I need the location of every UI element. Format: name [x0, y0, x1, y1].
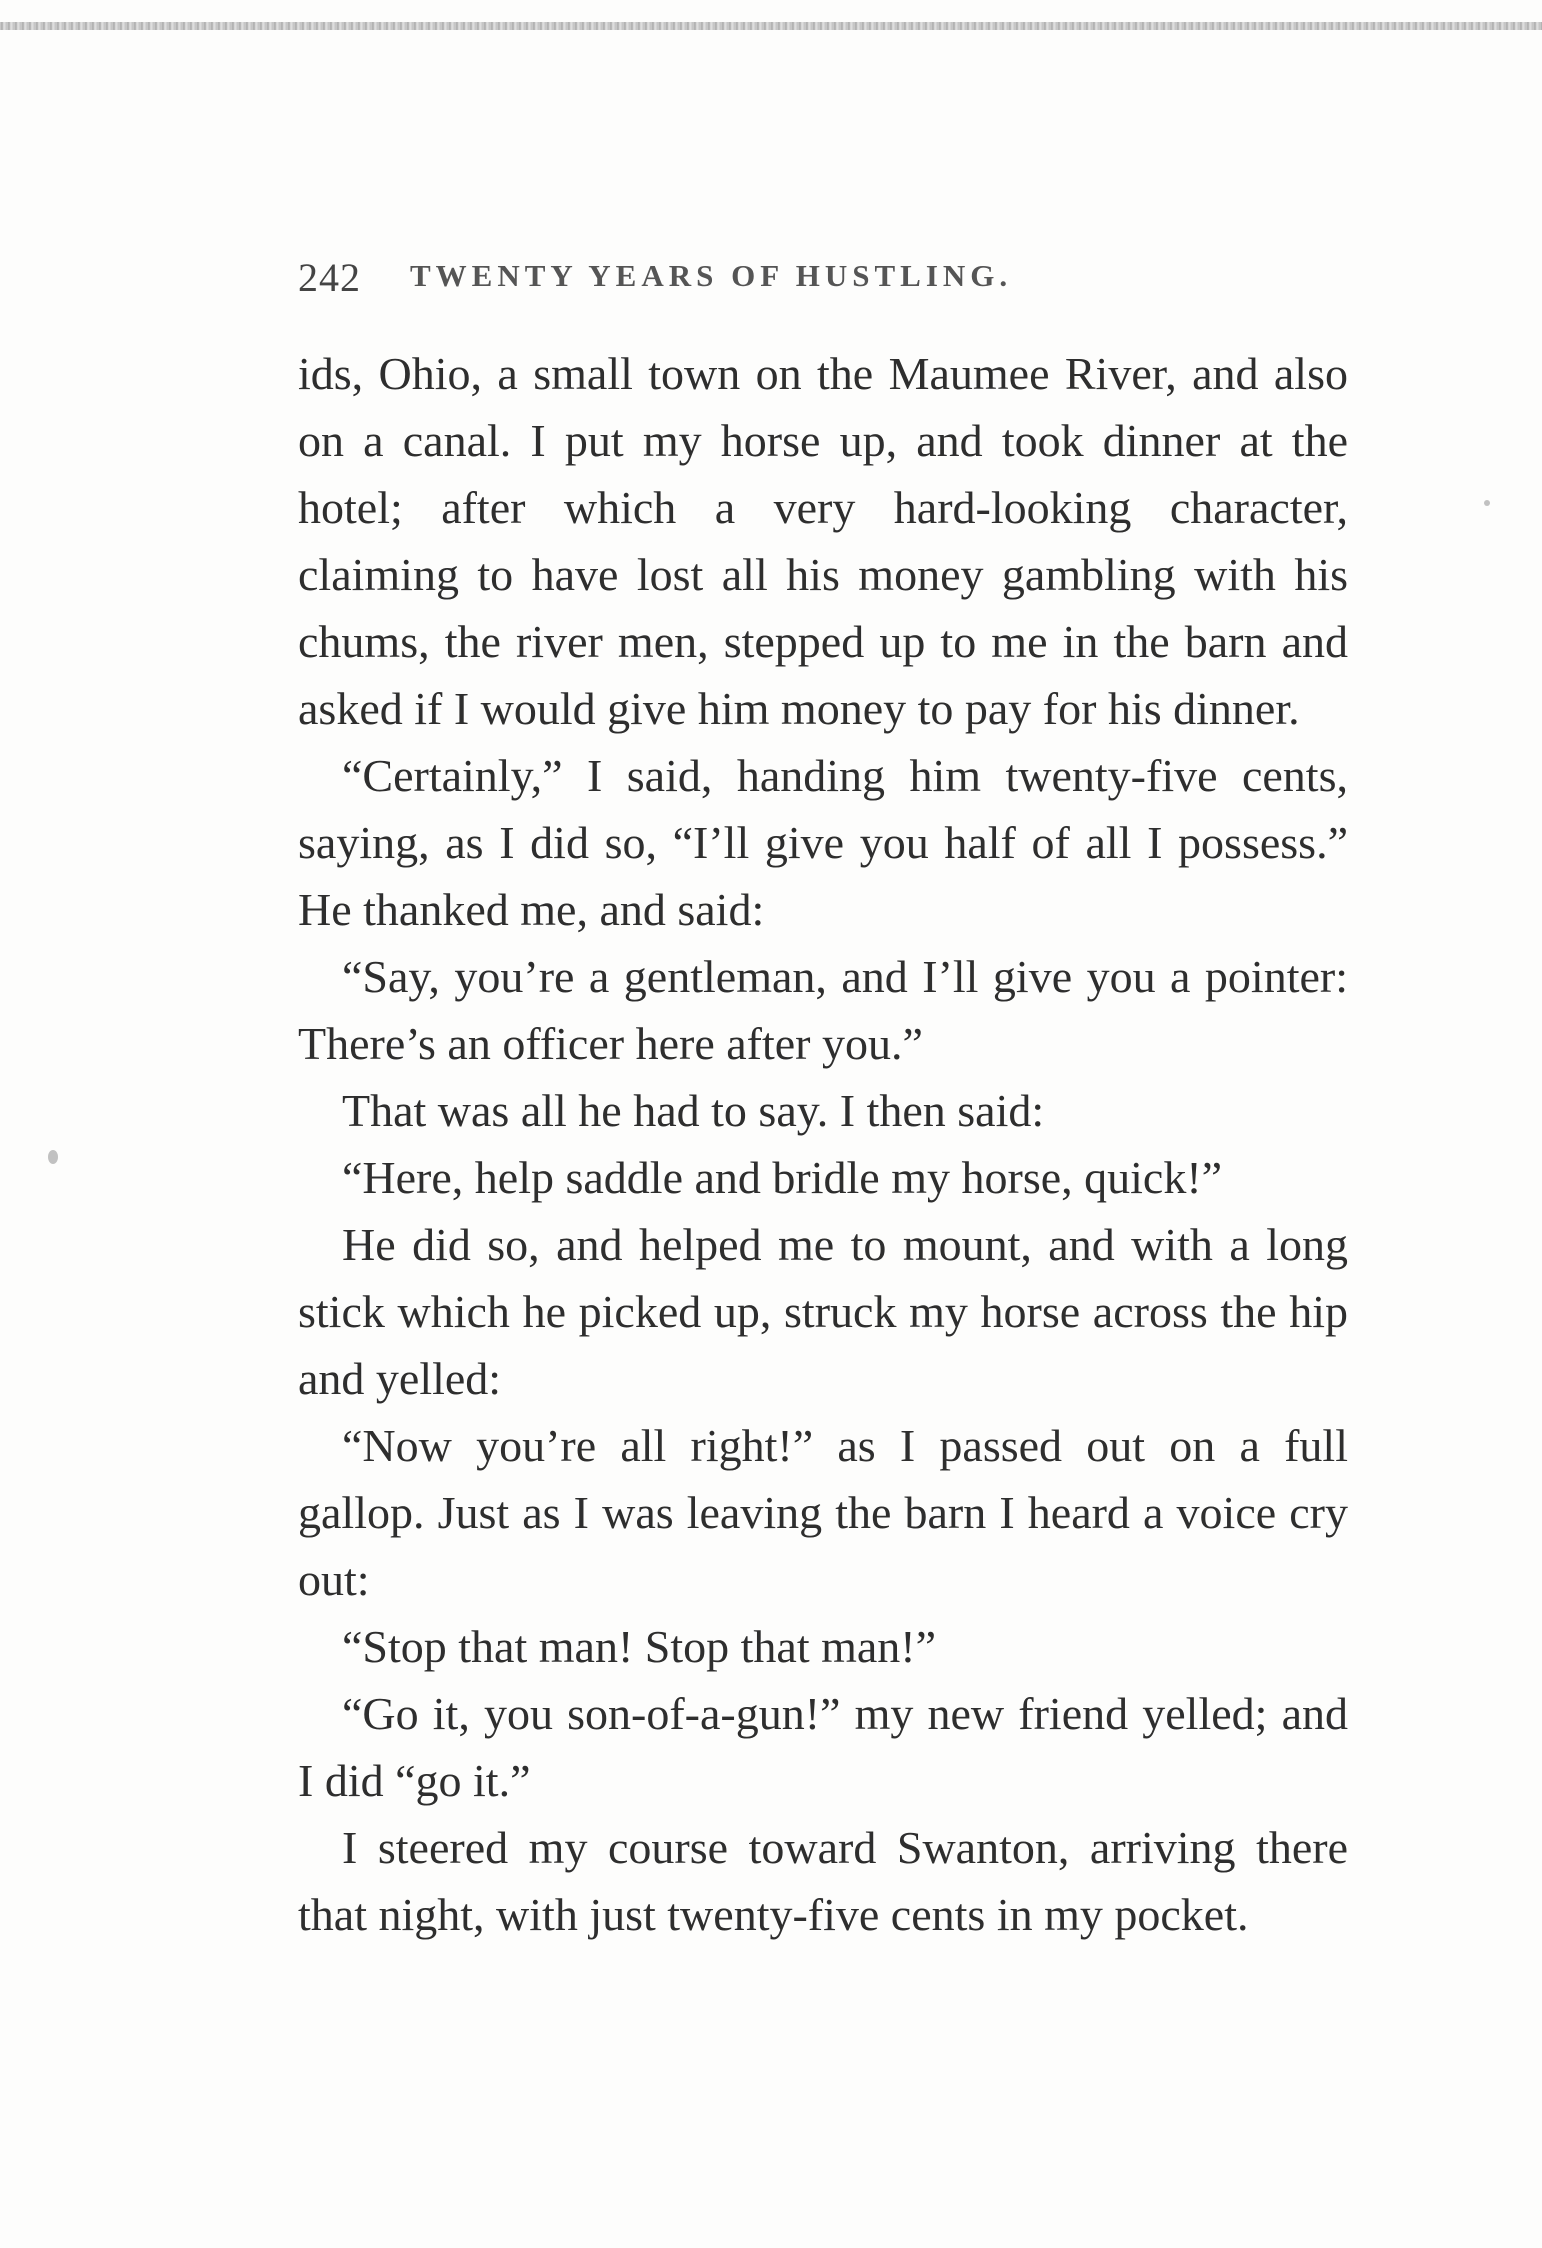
scan-speck — [1484, 500, 1490, 506]
page-body — [298, 340, 1348, 1948]
paragraph: I steered my course toward Swanton, arriving there that night, with just twenty-five cents in my pocket. — [298, 1822, 1348, 1940]
paragraph: “Say, you’re a gentleman, and I’ll give you a pointer: There’s an officer here after you.” — [298, 951, 1348, 1069]
paragraph: He did so, and helped me to mount, and with a long stick which he picked up, struck my horse across the hip and yelled: — [298, 1219, 1348, 1404]
paragraph: “Stop that man! Stop that man!” — [342, 1621, 937, 1672]
paragraph: “Go it, you son-of-a-gun!” my new friend yelled; and I did “go it.” — [298, 1688, 1348, 1806]
page-header — [298, 250, 1348, 310]
paragraph: “Here, help saddle and bridle my horse, quick!” — [342, 1152, 1223, 1203]
scanned-page-edge — [0, 22, 1542, 30]
paragraph: “Certainly,” I said, handing him twenty-five cents, saying, as I did so, “I’ll give you half of all I possess.” He thanked me, and said: — [298, 750, 1348, 935]
running-title: TWENTY YEARS OF HUSTLING. — [410, 258, 1013, 293]
paragraph: “Now you’re all right!” as I passed out on a full gallop. Just as I was leaving the barn I heard a voice cry out: — [298, 1420, 1348, 1605]
paragraph: ids, Ohio, a small town on the Maumee River, and also on a canal. I put my horse up, and took dinner at the hotel; after which a very hard-looking character, claiming to have lost all his money gambling with his chums, the river men, stepped up to me in the barn and asked if I would give him money to pay for his dinner. — [298, 348, 1348, 734]
paragraph: That was all he had to say. I then said: — [342, 1085, 1045, 1136]
page-number: 242 — [298, 255, 361, 300]
scan-speck — [48, 1150, 58, 1164]
